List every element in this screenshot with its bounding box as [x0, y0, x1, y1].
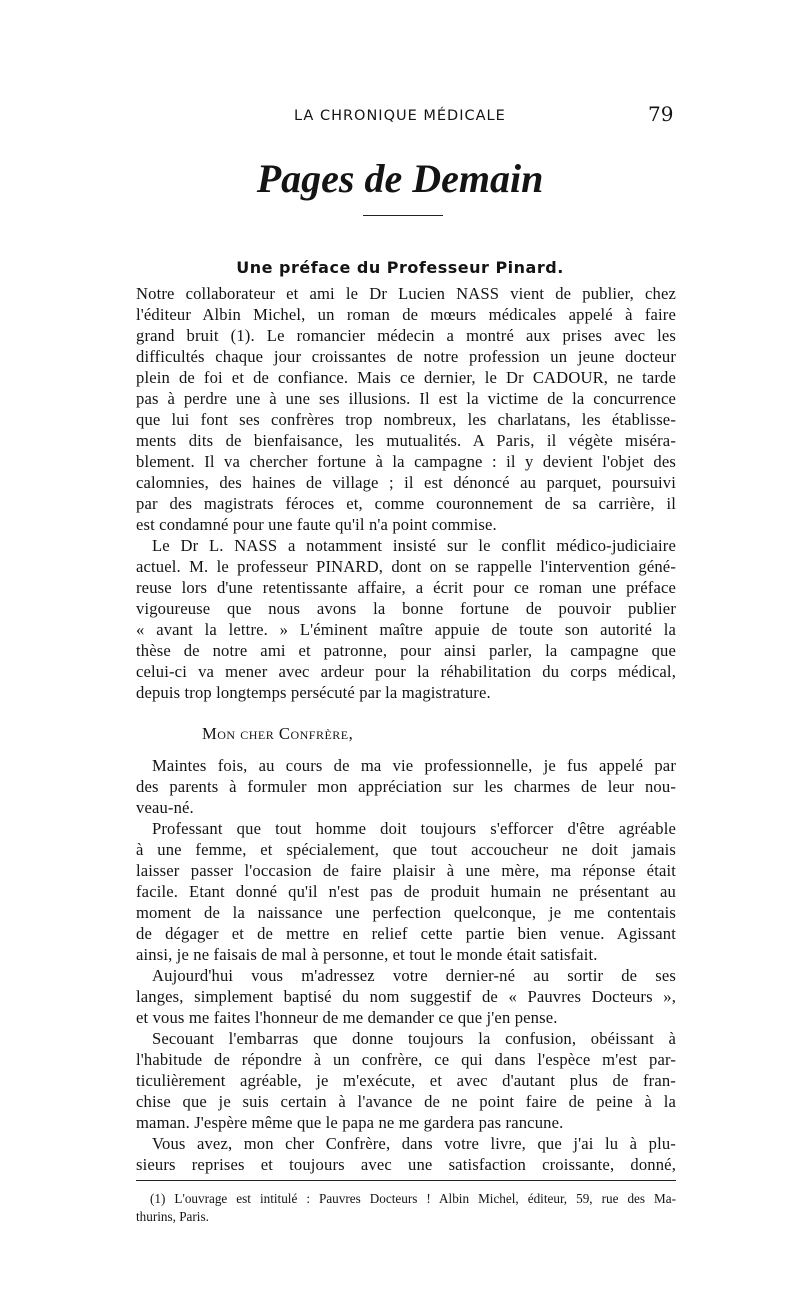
text-line: actuel. M. le professeur PINARD, dont on se rappelle l'intervention géné-: [136, 557, 676, 576]
text-line: maman. J'espère même que le papa ne me gardera pas rancune.: [136, 1113, 564, 1132]
text-line: celui-ci va mener avec ardeur pour la réhabilitation du corps médical,: [136, 662, 676, 681]
text-line: de dégager et de mettre en relief cette partie bien venue. Agissant: [136, 924, 676, 943]
text-line: veau-né.: [136, 798, 194, 817]
text-line: Vous avez, mon cher Confrère, dans votre livre, que j'ai lu à plu-: [152, 1134, 676, 1153]
text-line: pas à perdre une à une ses illusions. Il est la victime de la concurrence: [136, 389, 676, 408]
text-line: depuis trop longtemps persécuté par la magistrature.: [136, 683, 491, 702]
text-line: Notre collaborateur et ami le Dr Lucien NASS vient de publier, chez: [136, 284, 676, 303]
text-line: calomnies, des haines de village ; il est dénoncé au parquet, poursuivi: [136, 473, 676, 492]
text-line: Maintes fois, au cours de ma vie professionnelle, je fus appelé par: [152, 756, 676, 775]
text-line: Secouant l'embarras que donne toujours la confusion, obéissant à: [152, 1029, 676, 1048]
text-line: laisser passer l'occasion de faire plaisir à une mère, ma réponse était: [136, 861, 676, 880]
text-line: est condamné pour une faute qu'il n'a point commise.: [136, 515, 497, 534]
text-line: Professant que tout homme doit toujours s'efforcer d'être agréable: [152, 819, 676, 838]
text-line: Aujourd'hui vous m'adressez votre dernier-né au sortir de ses: [152, 966, 676, 985]
text-line: que lui font ses confrères trop nombreux, les charlatans, les établisse-: [136, 410, 676, 429]
title-rule: [363, 215, 443, 216]
text-line: reuse lors d'une retentissante affaire, a écrit pour ce roman une préface: [136, 578, 676, 597]
page-number: 79: [648, 102, 674, 126]
text-line: ainsi, je ne faisais de mal à personne, et tout le monde était satisfait.: [136, 945, 598, 964]
text-line: vigoureuse que nous avons la bonne fortune de pouvoir publier: [136, 599, 676, 618]
text-line: Le Dr L. NASS a notamment insisté sur le conflit médico-judiciaire: [152, 536, 676, 555]
text-line: « avant la lettre. » L'éminent maître appuie de toute son autorité la: [136, 620, 676, 639]
text-line: chise que je suis certain à l'avance de ne point faire de peine à la: [136, 1092, 676, 1111]
article-title: Pages de Demain: [256, 156, 544, 201]
footnote-rule: [136, 1180, 676, 1181]
footnote-line: thurins, Paris.: [136, 1209, 209, 1224]
page-header: [0, 102, 800, 132]
section-subheading: Une préface du Professeur Pinard.: [236, 258, 564, 277]
text-line: plein de foi et de confiance. Mais ce dernier, le Dr CADOUR, ne tarde: [136, 368, 676, 387]
text-line: l'éditeur Albin Michel, un roman de mœurs médicales appelé à faire: [136, 305, 676, 324]
text-line: sieurs reprises et toujours avec une satisfaction croissante, donné,: [136, 1155, 676, 1174]
text-line: langes, simplement baptisé du nom suggestif de « Pauvres Docteurs »,: [136, 987, 676, 1006]
text-line: des parents à formuler mon appréciation sur les charmes de leur nou-: [136, 777, 676, 796]
text-line: et vous me faites l'honneur de me demander ce que j'en pense.: [136, 1008, 558, 1027]
text-line: blement. Il va chercher fortune à la campagne : il y devient l'objet des: [136, 452, 676, 471]
salutation: Mon cher Confrère,: [202, 724, 354, 743]
running-head: LA CHRONIQUE MÉDICALE: [294, 108, 506, 124]
text-line: difficultés chaque jour croissantes de notre profession un jeune docteur: [136, 347, 676, 366]
text-line: grand bruit (1). Le romancier médecin a montré aux prises avec les: [136, 326, 676, 345]
footnote-line: (1) L'ouvrage est intitulé : Pauvres Docteurs ! Albin Michel, éditeur, 59, rue des Ma-: [150, 1191, 676, 1206]
text-line: facile. Etant donné qu'il n'est pas de produit humain ne présentant au: [136, 882, 676, 901]
text-line: ments dits de bienfaisance, les mutualités. A Paris, il végète miséra-: [136, 431, 676, 450]
text-line: thèse de notre ami et patronne, pour ainsi parler, la campagne que: [136, 641, 676, 660]
text-line: à une femme, et spécialement, que tout accoucheur ne doit jamais: [136, 840, 676, 859]
text-line: par des magistrats féroces et, comme couronnement de sa carrière, il: [136, 494, 676, 513]
text-line: moment de la naissance une perfection quelconque, je me contentais: [136, 903, 676, 922]
text-line: l'habitude de répondre à un confrère, ce qui dans l'espèce m'est par-: [136, 1050, 676, 1069]
text-line: ticulièrement agréable, je m'exécute, et avec d'autant plus de fran-: [136, 1071, 676, 1090]
